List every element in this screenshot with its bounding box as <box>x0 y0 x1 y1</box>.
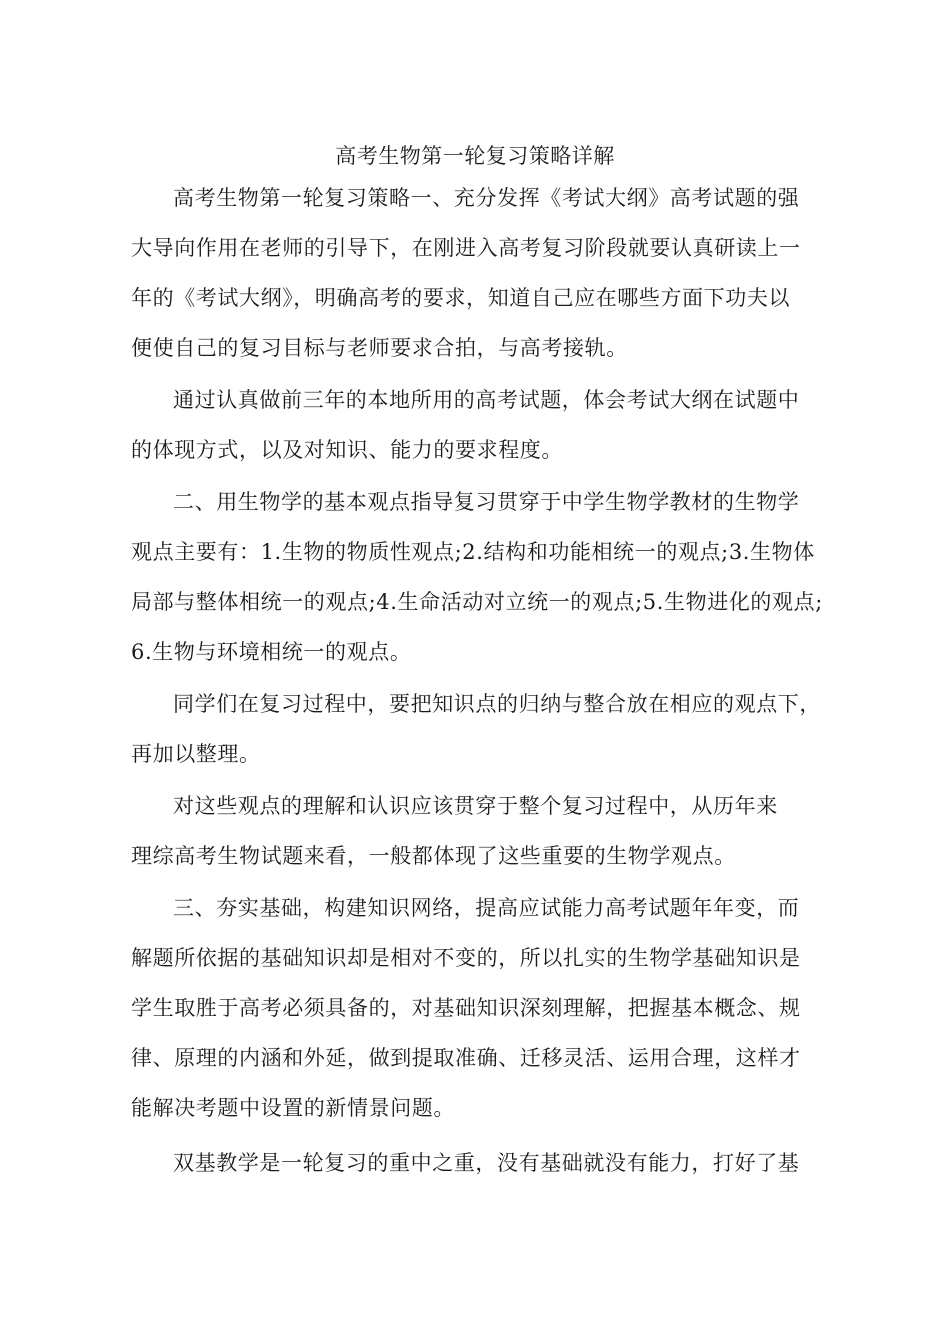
paragraph-6-line-1: 三、夯实基础，构建知识网络，提高应试能力高考试题年年变，而 <box>173 896 800 920</box>
paragraph-3-line-4: 6.生物与环境相统一的观点。 <box>131 640 412 664</box>
paragraph-6-line-2: 解题所依据的基础知识却是相对不变的，所以扎实的生物学基础知识是 <box>131 946 801 970</box>
paragraph-1-line-3: 年的《考试大纲》，明确高考的要求，知道自己应在哪些方面下功夫以 <box>131 286 791 310</box>
paragraph-2-line-2: 的体现方式，以及对知识、能力的要求程度。 <box>131 438 563 462</box>
paragraph-3-line-3: 局部与整体相统一的观点;4.生命活动对立统一的观点;5.生物进化的观点; <box>131 590 823 614</box>
paragraph-6-line-4: 律、原理的内涵和外延，做到提取准确、迁移灵活、运用合理，这样才 <box>131 1046 801 1070</box>
document-title: 高考生物第一轮复习策略详解 <box>335 144 615 168</box>
paragraph-5-line-2: 理综高考生物试题来看，一般都体现了这些重要的生物学观点。 <box>131 844 736 868</box>
paragraph-6-line-5: 能解决考题中设置的新情景问题。 <box>131 1096 455 1120</box>
paragraph-2-line-1: 通过认真做前三年的本地所用的高考试题，体会考试大纲在试题中 <box>173 388 800 412</box>
paragraph-6-line-3: 学生取胜于高考必须具备的，对基础知识深刻理解，把握基本概念、规 <box>131 996 801 1020</box>
paragraph-3-line-1: 二、用生物学的基本观点指导复习贯穿于中学生物学教材的生物学 <box>173 490 800 514</box>
paragraph-4-line-2: 再加以整理。 <box>131 742 261 766</box>
paragraph-1-line-2: 大导向作用在老师的引导下，在刚进入高考复习阶段就要认真研读上一 <box>131 236 801 260</box>
paragraph-7-line-1: 双基教学是一轮复习的重中之重，没有基础就没有能力，打好了基 <box>173 1151 800 1175</box>
paragraph-1-line-4: 便使自己的复习目标与老师要求合拍，与高考接轨。 <box>131 336 628 360</box>
paragraph-5-line-1: 对这些观点的理解和认识应该贯穿于整个复习过程中，从历年来 <box>173 794 778 818</box>
paragraph-4-line-1: 同学们在复习过程中，要把知识点的归纳与整合放在相应的观点下， <box>173 692 821 716</box>
paragraph-1-line-1: 高考生物第一轮复习策略一、充分发挥《考试大纲》高考试题的强 <box>173 186 800 210</box>
paragraph-3-line-2: 观点主要有：1.生物的物质性观点;2.结构和功能相统一的观点;3.生物体 <box>131 540 815 564</box>
